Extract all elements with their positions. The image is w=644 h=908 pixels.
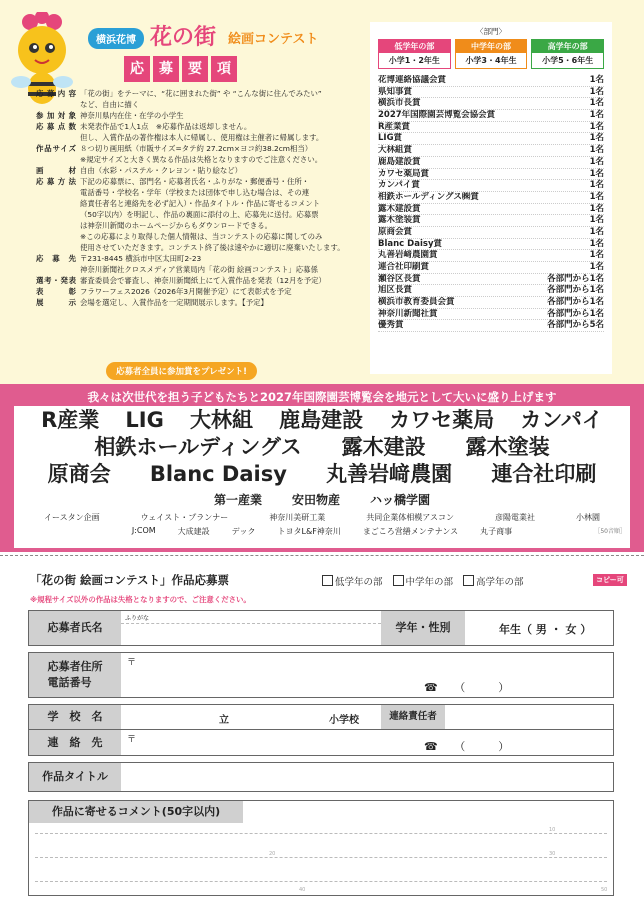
prize-row	[378, 227, 604, 239]
sponsor-name: まごころ営繕メンテナンス	[362, 527, 459, 536]
grade-gender-label: 学年・性別	[381, 611, 465, 645]
prize-name: 神奈川新聞社賞	[378, 308, 438, 319]
prize-count: 各部門から1名	[547, 273, 604, 284]
prize-name: 原商会賞	[378, 226, 413, 237]
prize-row	[378, 297, 604, 309]
prize-name: 丸善岩﨑農園賞	[378, 250, 438, 261]
grade-category	[455, 39, 528, 69]
category-checkboxes	[322, 574, 524, 588]
prize-name: 相鉄ホールディングス㈱賞	[378, 191, 479, 202]
prize-name: カワセ薬局賞	[378, 168, 430, 179]
ruler-mark: 20	[269, 851, 276, 857]
prize-row	[378, 157, 604, 169]
info-text: 会場を選定し、入賞作品を一定期間展示します。【予定】	[80, 298, 268, 307]
contact-phone-field[interactable]: ☎ （ ）	[424, 740, 510, 753]
prize-row	[378, 169, 604, 181]
sponsors-order-note: ［50音順］	[594, 528, 626, 535]
prize-name: 2027年国際園芸博覧会協会賞	[378, 110, 496, 121]
school-label: 学 校 名	[29, 705, 121, 729]
info-row	[36, 132, 366, 143]
prize-count: 各部門から5名	[547, 320, 604, 331]
prize-name: 連合社印刷賞	[378, 262, 430, 272]
yokohama-flower-expo-badge: 横浜花博	[88, 28, 144, 49]
info-row	[36, 110, 366, 121]
prize-count: 各部門から1名	[547, 285, 604, 296]
ruler-mark: 10	[549, 827, 556, 833]
sponsor-name: 露木塗装	[465, 435, 550, 459]
info-row	[36, 154, 366, 165]
prize-count: 各部門から1名	[547, 297, 604, 308]
sponsors-tier1	[14, 408, 630, 433]
sponsors-tier3	[14, 512, 630, 523]
info-text: など、自由に描く	[80, 100, 140, 109]
prize-row	[378, 320, 604, 332]
info-row	[36, 242, 366, 253]
info-row	[36, 264, 366, 275]
prize-row	[378, 87, 604, 99]
prize-count: 1名	[589, 238, 604, 249]
category-checkbox-upper[interactable]: 高学年の部	[463, 574, 524, 588]
info-text: 但し、入賞作品の著作権は本人に帰属し、使用権は主催者に帰属します。	[80, 133, 324, 142]
furigana-label: ふりがな	[125, 615, 150, 622]
grade-gender-field[interactable]: 年生（ 男 ・ 女 ）	[499, 623, 592, 636]
guidelines-heading	[124, 56, 237, 82]
sponsor-name: カワセ薬局	[389, 408, 495, 432]
sponsor-name: 丸善岩﨑農園	[326, 462, 453, 486]
contact-zip-mark: 〒	[127, 735, 137, 745]
info-label: 作品サイズ	[36, 144, 76, 153]
info-text: 自由（水彩・パステル・クレヨン・貼り絵など）	[80, 166, 243, 175]
sponsor-name: Blanc Daisy	[149, 462, 287, 486]
sponsor-name: イースタン企画	[44, 513, 100, 522]
prize-row	[378, 285, 604, 297]
info-row	[36, 165, 366, 176]
guidelines-char: 募	[153, 56, 179, 82]
grade-categories	[378, 39, 604, 69]
info-row	[36, 231, 366, 242]
sponsor-name: J:COM	[131, 526, 156, 535]
sponsor-name: ハッ橋学園	[370, 493, 431, 507]
info-text: ※この応募により取得した個人情報は、当コンテストの応募に関してのみ	[80, 232, 323, 241]
prize-count: 1名	[589, 250, 604, 261]
copy-ok-badge: コピー可	[593, 574, 627, 586]
comment-label: 作品に寄せるコメント(50字以内)	[29, 801, 243, 823]
prize-count: 1名	[589, 226, 604, 237]
work-title-row	[28, 762, 614, 792]
info-label: 応募方法	[36, 177, 76, 186]
sponsors-tier1-row2	[14, 435, 630, 460]
info-row	[36, 220, 366, 231]
category-heading: 〈部門〉	[476, 27, 506, 36]
sponsor-name: デック	[231, 527, 256, 536]
school-field[interactable]	[121, 705, 381, 729]
prize-row	[378, 262, 604, 274]
info-label: 応募内容	[36, 89, 76, 98]
guidelines-list	[36, 88, 366, 308]
prize-name: 横浜市教育委員会賞	[378, 297, 455, 308]
prize-count: 1名	[589, 98, 604, 109]
sponsor-name: R産業	[41, 408, 100, 432]
info-label: 展 示	[36, 298, 76, 307]
prize-count: 1名	[589, 133, 604, 144]
prize-row	[378, 274, 604, 286]
prize-list	[378, 75, 604, 332]
info-text: 使用させていただきます。コンテスト終了後は速やかに適切に廃棄いたします。	[80, 243, 345, 252]
zip-mark: 〒	[127, 658, 137, 668]
prize-count: 1名	[589, 145, 604, 156]
grade-category-head: 低学年の部	[379, 40, 450, 53]
info-row	[36, 121, 366, 132]
prize-row	[378, 309, 604, 321]
prize-name: R産業賞	[378, 121, 411, 132]
grade-category-head: 高学年の部	[532, 40, 603, 53]
sponsor-name: 連合社印刷	[491, 462, 597, 486]
category-checkbox-lower[interactable]: 低学年の部	[322, 574, 383, 588]
info-row	[36, 198, 366, 209]
address-row	[28, 652, 614, 698]
sponsor-name: 彦陽電業社	[494, 513, 535, 522]
info-label: 参加対象	[36, 111, 76, 120]
prizes-panel	[370, 22, 612, 374]
info-text: （50字以内）を明記し、作品の裏面に添付の上、応募先に送付。応募票	[80, 210, 319, 219]
info-row	[36, 143, 366, 154]
sponsors-tier2	[14, 491, 630, 507]
prize-row	[378, 98, 604, 110]
prize-name: 優秀賞	[378, 320, 404, 331]
category-checkbox-middle[interactable]: 中学年の部	[393, 574, 454, 588]
prize-name: 県知事賞	[378, 86, 413, 97]
sponsors-section	[0, 384, 644, 552]
contest-title: 花の街	[150, 25, 217, 50]
prize-row	[378, 110, 604, 122]
prize-count: 各部門から1名	[547, 308, 604, 319]
work-title-field[interactable]	[121, 763, 613, 791]
sponsor-name: 神奈川美研工業	[269, 513, 326, 522]
sponsors-box	[14, 406, 630, 548]
prize-row	[378, 239, 604, 251]
sponsor-name: 丸子商事	[480, 527, 513, 536]
school-row	[28, 704, 614, 756]
work-title-label: 作品タイトル	[29, 763, 121, 791]
address-label-text: 応募者住所 電話番号	[47, 660, 103, 689]
info-text: は神奈川新聞のホームページからもダウンロードできる。	[80, 221, 273, 230]
sponsor-name: 鹿島建設	[279, 408, 364, 432]
contact-person-label: 連絡責任者	[381, 705, 445, 729]
info-row	[36, 88, 366, 99]
prize-count: 1名	[589, 203, 604, 214]
info-text: ※規定サイズと大きく異なる作品は失格となりますのでご注意ください。	[80, 155, 323, 164]
cut-line	[0, 555, 644, 556]
sponsor-name: 大林組	[189, 408, 253, 432]
sponsors-tier4	[14, 526, 630, 537]
school-prefix: 立	[219, 715, 229, 726]
info-text: 「花の街」をテーマに、“花に囲まれた街” や “こんな街に住んでみたい”	[80, 89, 322, 98]
name-field[interactable]	[121, 624, 381, 645]
contest-info-panel	[0, 0, 644, 384]
prize-row	[378, 145, 604, 157]
grade-category	[378, 39, 451, 69]
prize-row	[378, 215, 604, 227]
prize-row	[378, 192, 604, 204]
address-field[interactable]	[121, 653, 421, 697]
info-text: 電話番号・学校名・学年（学校または団体で申し込む場合は、その連	[80, 188, 310, 197]
prize-count: 1名	[589, 191, 604, 202]
prize-name: LIG賞	[378, 133, 403, 144]
prize-count: 1名	[589, 180, 604, 191]
prize-name: 花博連絡協議会賞	[378, 75, 447, 85]
sponsors-headline: 我々は次世代を担う子どもたちと2027年国際園芸博覧会を地元として大いに盛り上げます	[87, 390, 557, 404]
prize-row	[378, 204, 604, 216]
prize-count: 1名	[589, 168, 604, 179]
size-warning-note: ※規程サイズ以外の作品は失格となりますので、ご注意ください。	[30, 595, 251, 604]
prize-count: 1名	[589, 110, 604, 121]
contact-label: 連 絡 先	[29, 730, 121, 755]
info-text: 絡責任者名と連絡先を必ず記入）・作品タイトル・作品に寄せるコメント	[80, 199, 321, 208]
sponsor-name: トヨタL&F神奈川	[277, 527, 341, 536]
guidelines-char: 要	[182, 56, 208, 82]
prize-name: 鹿島建設賞	[378, 156, 421, 167]
entry-form-title: 「花の街 絵画コンテスト」作品応募票	[30, 573, 230, 587]
grade-category-value: 小学5・6年生	[532, 53, 603, 68]
info-row	[36, 297, 366, 308]
contest-subtitle: 絵画コンテスト	[228, 32, 319, 47]
prize-count: 1名	[589, 262, 604, 272]
sponsor-name: 露木建設	[341, 435, 426, 459]
prize-name: カンパイ賞	[378, 180, 420, 191]
sponsor-name: 小林園	[575, 513, 600, 522]
address-phone-label	[29, 653, 121, 697]
sponsor-name: 共同企業体相模アスコン	[366, 513, 454, 522]
info-row	[36, 176, 366, 187]
prize-name: Blanc Daisy賞	[378, 238, 442, 249]
info-row	[36, 253, 366, 264]
prize-count: 1名	[589, 75, 604, 85]
prize-row	[378, 180, 604, 192]
info-label: 画 材	[36, 166, 76, 175]
prize-row	[378, 75, 604, 87]
prize-count: 1名	[589, 215, 604, 226]
phone-field[interactable]: ☎ （ ）	[424, 681, 510, 694]
sponsors-tier1-row3	[14, 462, 630, 487]
prize-name: 大林組賞	[378, 145, 413, 156]
sponsor-name: カンパイ	[520, 408, 603, 432]
prize-count: 1名	[589, 121, 604, 132]
info-text: 未発表作品で1人1点 ※応募作品は返却しません。	[80, 122, 252, 131]
info-row	[36, 286, 366, 297]
prize-name: 露木塗装賞	[378, 215, 421, 226]
name-row	[28, 610, 614, 646]
sponsor-name: 安田物産	[291, 493, 340, 507]
info-text: 〒231-8445 横浜市中区太田町2-23	[80, 254, 202, 263]
info-text: 神奈川新聞社クロスメディア営業局内「花の街 絵画コンテスト」応募係	[80, 265, 318, 274]
sponsor-name: 第一産業	[213, 493, 262, 507]
sponsor-name: LIG	[125, 408, 164, 432]
prize-row	[378, 122, 604, 134]
participation-prize-banner: 応募者全員に参加賞をプレゼント!	[106, 362, 257, 380]
info-label: 応募点数	[36, 122, 76, 131]
name-label: 応募者氏名	[29, 611, 121, 645]
prize-name: 旭区長賞	[378, 285, 413, 296]
prize-count: 1名	[589, 86, 604, 97]
grade-category-head: 中学年の部	[456, 40, 527, 53]
ruler-mark: 50	[601, 887, 608, 893]
prize-row	[378, 250, 604, 262]
ruler-mark: 30	[549, 851, 556, 857]
sponsor-name: ウェイスト・プランナー	[140, 513, 229, 522]
guidelines-char: 項	[211, 56, 237, 82]
grade-category-value: 小学1・2年生	[379, 53, 450, 68]
sponsor-name: 原商会	[47, 462, 111, 486]
grade-category-value: 小学3・4年生	[456, 53, 527, 68]
info-label: 表 彰	[36, 287, 76, 296]
info-label: 応募先	[36, 254, 76, 263]
info-text: フラワーフェス2026（2026年3月開催予定）にて表彰式を予定	[80, 287, 292, 296]
info-row	[36, 99, 366, 110]
info-row	[36, 209, 366, 220]
contact-person-field[interactable]	[445, 705, 613, 729]
prize-name: 横浜市長賞	[378, 98, 421, 109]
prize-name: 露木建設賞	[378, 203, 421, 214]
sponsor-name: 大成建設	[177, 527, 210, 536]
info-label: 選考・発表	[36, 276, 76, 285]
school-suffix: 小学校	[329, 715, 359, 726]
info-text: 下記の応募票に、部門名・応募者氏名・ふりがな・郵便番号・住所・	[80, 177, 310, 186]
grade-category	[531, 39, 604, 69]
info-text: ８つ切り画用紙（市販サイズ=タテ約 27.2cm×ヨコ約38.2cm相当）	[80, 144, 313, 153]
comment-field[interactable]	[29, 823, 613, 895]
prize-name: 瀬谷区長賞	[378, 273, 421, 284]
sponsor-name: 相鉄ホールディングス	[94, 435, 302, 459]
guidelines-char: 応	[124, 56, 150, 82]
info-text: 神奈川県内在住・在学の小学生	[80, 111, 184, 120]
info-text: 審査委員会で審査し、神奈川新聞紙上にて入賞作品を発表（12月を予定）	[80, 276, 326, 285]
prize-row	[378, 133, 604, 145]
prize-count: 1名	[589, 156, 604, 167]
info-row	[36, 275, 366, 286]
info-row	[36, 187, 366, 198]
comment-box	[28, 800, 614, 896]
ruler-mark: 40	[299, 887, 306, 893]
